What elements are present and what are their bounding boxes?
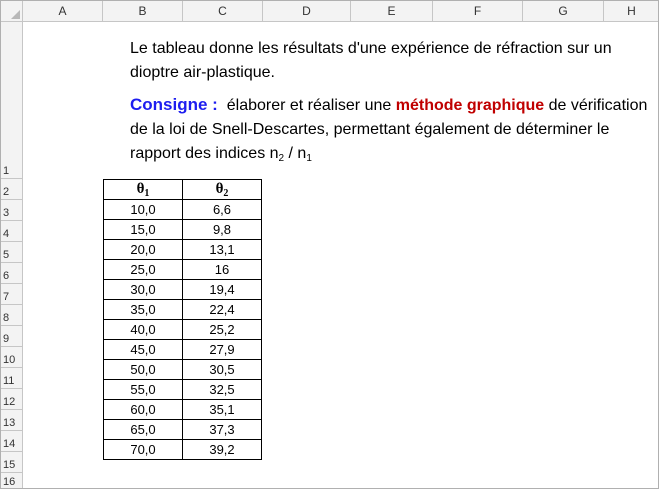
theta2-cell[interactable]: 9,8 — [183, 220, 262, 240]
theta1-cell[interactable]: 60,0 — [104, 400, 183, 420]
theta1-cell[interactable]: 65,0 — [104, 420, 183, 440]
column-header-h[interactable]: H — [604, 1, 659, 22]
theta2-cell[interactable]: 27,9 — [183, 340, 262, 360]
theta2-cell[interactable]: 13,1 — [183, 240, 262, 260]
table-row — [104, 200, 262, 220]
header-theta1-sub: 1 — [144, 188, 150, 199]
table-row — [104, 360, 262, 380]
row-header-13[interactable]: 13 — [1, 410, 23, 431]
table-row — [104, 280, 262, 300]
theta2-cell[interactable]: 22,4 — [183, 300, 262, 320]
theta1-cell[interactable]: 50,0 — [104, 360, 183, 380]
row-header-2[interactable]: 2 — [1, 179, 23, 200]
theta2-cell[interactable]: 16 — [183, 260, 262, 280]
column-header-b[interactable]: B — [103, 1, 183, 22]
row-header-8[interactable]: 8 — [1, 305, 23, 326]
header-theta2[interactable] — [183, 180, 262, 200]
theta1-cell[interactable]: 55,0 — [104, 380, 183, 400]
row-header-9[interactable]: 9 — [1, 326, 23, 347]
row-header-16[interactable]: 16 — [1, 473, 23, 489]
theta2-cell[interactable]: 35,1 — [183, 400, 262, 420]
ratio-subscript-2: 2 — [278, 153, 285, 164]
row-header-15[interactable]: 15 — [1, 452, 23, 473]
data-table — [103, 179, 262, 460]
header-theta1[interactable] — [104, 180, 183, 200]
theta1-cell[interactable]: 45,0 — [104, 340, 183, 360]
consigne-label: Consigne : — [130, 95, 218, 114]
theta2-cell[interactable]: 37,3 — [183, 420, 262, 440]
row-header-11[interactable]: 11 — [1, 368, 23, 389]
header-theta2-sub: 2 — [223, 188, 229, 199]
row-header-3[interactable]: 3 — [1, 200, 23, 221]
row-header-12[interactable]: 12 — [1, 389, 23, 410]
table-row — [104, 260, 262, 280]
row-header-6[interactable]: 6 — [1, 263, 23, 284]
theta2-cell[interactable]: 25,2 — [183, 320, 262, 340]
theta2-cell[interactable]: 39,2 — [183, 440, 262, 460]
ratio-separator: / n — [284, 145, 307, 162]
theta2-cell[interactable]: 30,5 — [183, 360, 262, 380]
theta1-cell[interactable]: 30,0 — [104, 280, 183, 300]
consigne-highlight: méthode graphique — [395, 97, 545, 114]
select-all-corner[interactable] — [1, 1, 23, 22]
theta1-cell[interactable]: 10,0 — [104, 200, 183, 220]
row-header-5[interactable]: 5 — [1, 242, 23, 263]
theta1-cell[interactable]: 15,0 — [104, 220, 183, 240]
table-row — [104, 380, 262, 400]
theta2-cell[interactable]: 32,5 — [183, 380, 262, 400]
column-header-g[interactable]: G — [523, 1, 604, 22]
table-body — [104, 200, 262, 460]
consigne-text-1: élaborer et réaliser une — [226, 97, 392, 114]
table-row — [104, 240, 262, 260]
column-header-d[interactable]: D — [263, 1, 351, 22]
table-row — [104, 440, 262, 460]
theta1-cell[interactable]: 20,0 — [104, 240, 183, 260]
column-header-a[interactable]: A — [23, 1, 103, 22]
consigne-text-2: de vérification de la loi de Snell-Descartes, permettant également de déterminer le rapport des indices n — [130, 97, 648, 162]
row-header-10[interactable]: 10 — [1, 347, 23, 368]
theta1-cell[interactable]: 70,0 — [104, 440, 183, 460]
theta1-cell[interactable]: 25,0 — [104, 260, 183, 280]
theta1-cell[interactable]: 40,0 — [104, 320, 183, 340]
column-header-e[interactable]: E — [351, 1, 433, 22]
table-row — [104, 220, 262, 240]
consigne-paragraph — [130, 93, 650, 166]
column-header-c[interactable]: C — [183, 1, 263, 22]
table-row — [104, 420, 262, 440]
theta2-cell[interactable]: 6,6 — [183, 200, 262, 220]
intro-paragraph: Le tableau donne les résultats d'une expérience de réfraction sur un dioptre air-plastique. — [130, 40, 612, 81]
table-row — [104, 300, 262, 320]
table-row — [104, 400, 262, 420]
table-row — [104, 320, 262, 340]
select-all-triangle-icon — [11, 10, 20, 19]
row-header-1[interactable]: 1 — [1, 22, 23, 179]
theta2-cell[interactable]: 19,4 — [183, 280, 262, 300]
header-theta2-symbol: θ — [215, 181, 224, 197]
theta1-cell[interactable]: 35,0 — [104, 300, 183, 320]
table-header-row — [104, 180, 262, 200]
row-header-7[interactable]: 7 — [1, 284, 23, 305]
row-header-14[interactable]: 14 — [1, 431, 23, 452]
row-header-4[interactable]: 4 — [1, 221, 23, 242]
instructions-block — [130, 37, 650, 166]
table-row — [104, 340, 262, 360]
header-theta1-symbol: θ — [136, 181, 145, 197]
column-header-f[interactable]: F — [433, 1, 523, 22]
ratio-subscript-1: 1 — [306, 153, 312, 164]
